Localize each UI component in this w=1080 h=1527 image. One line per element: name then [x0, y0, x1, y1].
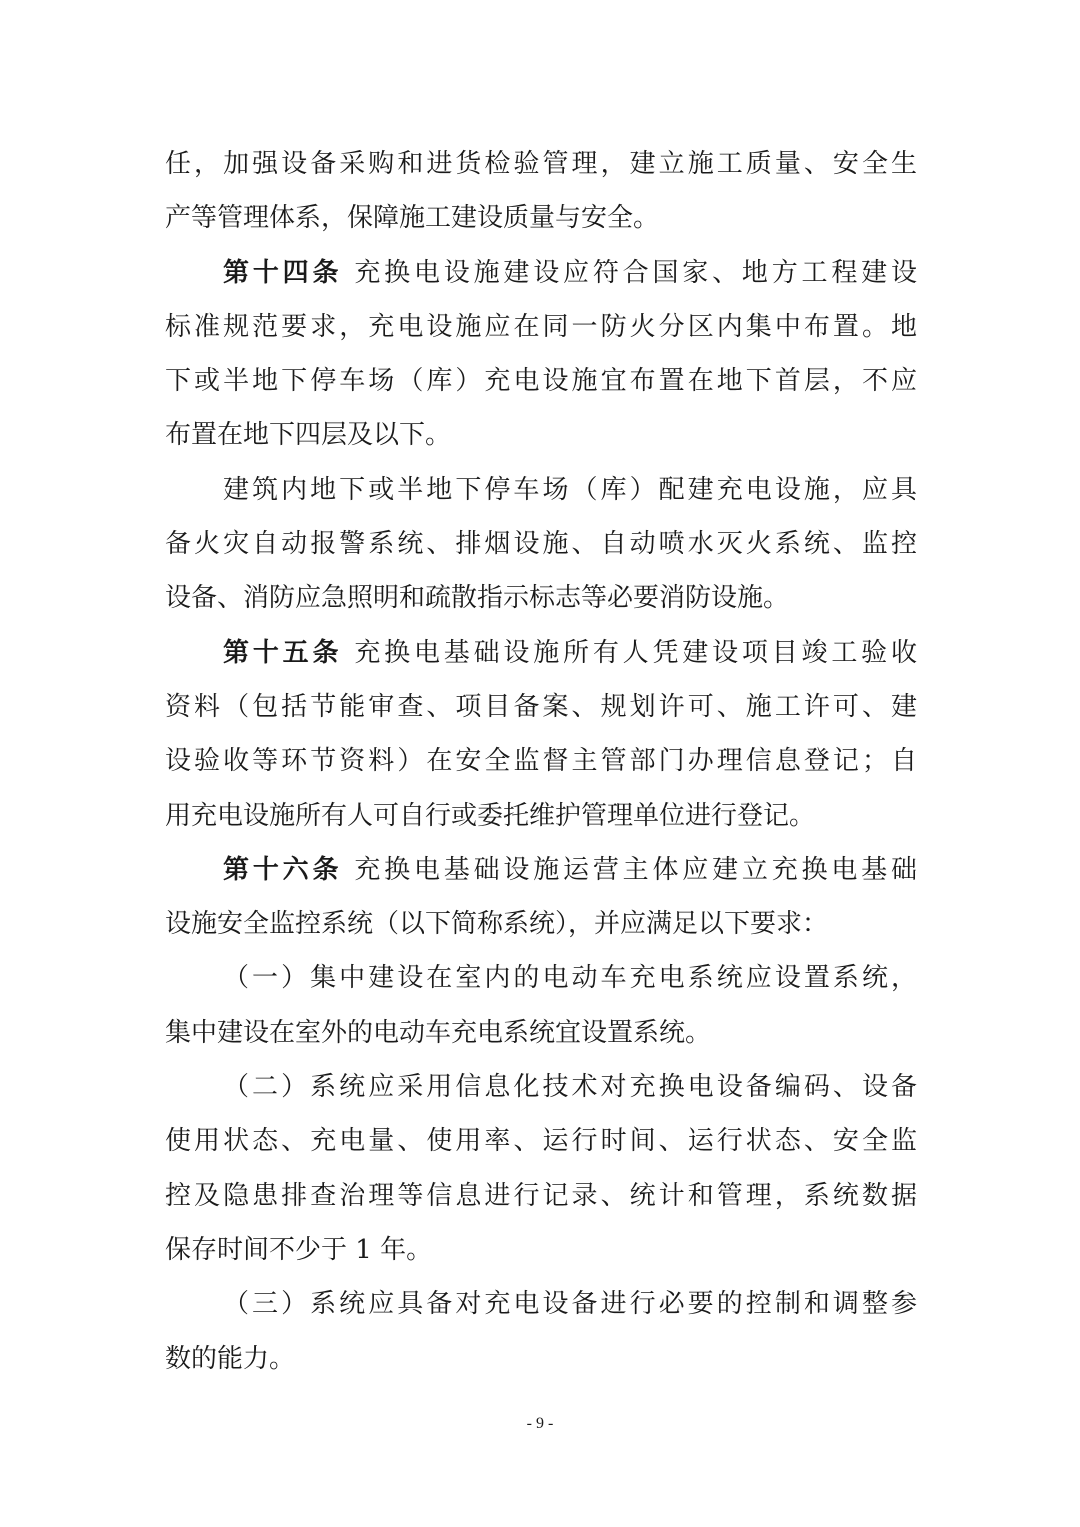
- article-text: 充换电基础设施运营主体应建立充换电基础: [342, 854, 917, 885]
- text-line: 设验收等环节资料）在安全监督主管部门办理信息登记；自: [165, 746, 917, 777]
- text-line: 设施安全监控系统（以下简称系统），并应满足以下要求：: [165, 909, 829, 940]
- article-text: 充换电基础设施所有人凭建设项目竣工验收: [342, 637, 917, 668]
- text-line: 资料（包括节能审查、项目备案、规划许可、施工许可、建: [165, 691, 917, 722]
- text-line: 布置在地下四层及以下。: [165, 420, 452, 451]
- text-line: 用充电设施所有人可自行或委托维护管理单位进行登记。: [165, 800, 816, 831]
- list-item-3: （三）系统应具备对充电设备进行必要的控制和调整参: [223, 1289, 917, 1320]
- text-line: 集中建设在室外的电动车充电系统宜设置系统。: [165, 1017, 712, 1048]
- text-line: 保存时间不少于 1 年。: [165, 1234, 433, 1265]
- article-heading: 第十五条: [223, 637, 343, 668]
- body-text: [165, 137, 917, 1386]
- text-line: 下或半地下停车场（库）充电设施宜布置在地下首层，不应: [165, 366, 917, 397]
- list-item-2: （二）系统应采用信息化技术对充换电设备编码、设备: [223, 1072, 917, 1103]
- article-heading: 第十四条: [223, 257, 343, 288]
- article-text: 充换电设施建设应符合国家、地方工程建设: [342, 257, 917, 288]
- text-line: 控及隐患排查治理等信息进行记录、统计和管理，系统数据: [165, 1180, 917, 1211]
- text-line: 标准规范要求，充电设施应在同一防火分区内集中布置。地: [165, 311, 917, 342]
- article-16-line: [165, 843, 917, 897]
- text-line: 任，加强设备采购和进货检验管理，建立施工质量、安全生: [165, 149, 917, 179]
- text-line: 设备、消防应急照明和疏散指示标志等必要消防设施。: [165, 583, 790, 614]
- article-14-line: [165, 246, 917, 300]
- list-item-1: （一）集中建设在室内的电动车充电系统应设置系统，: [223, 963, 917, 994]
- article-15-line: [165, 626, 917, 680]
- text-line: 产等管理体系，保障施工建设质量与安全。: [165, 203, 660, 234]
- page-number: - 9 -: [526, 1415, 554, 1432]
- text-line: 备火灾自动报警系统、排烟设施、自动喷水灭火系统、监控: [165, 529, 917, 560]
- text-line: 数的能力。: [165, 1343, 296, 1374]
- text-line: 建筑内地下或半地下停车场（库）配建充电设施，应具: [223, 474, 917, 505]
- article-heading: 第十六条: [223, 854, 343, 885]
- text-line: 使用状态、充电量、使用率、运行时间、运行状态、安全监: [165, 1126, 917, 1157]
